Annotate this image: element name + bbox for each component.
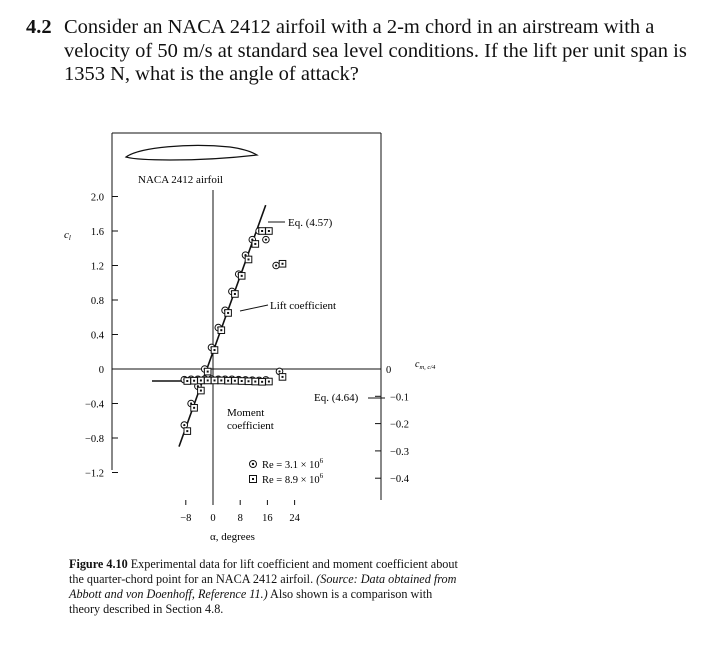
left-tick-label: −1.2 — [84, 468, 104, 480]
data-point-square-dot — [220, 329, 222, 331]
legend-entry-re-8-9: $Re = 8.9 \times 10^6$ — [262, 472, 324, 486]
data-point-square-dot — [261, 230, 263, 232]
data-point-square-dot — [254, 243, 256, 245]
data-point-square-dot — [186, 430, 188, 432]
left-tick-label: 0.8 — [90, 296, 104, 307]
data-point-square-dot — [227, 312, 229, 314]
data-point-square-dot — [220, 379, 222, 381]
x-tick-label: 8 — [237, 513, 243, 524]
caption-text-2: Also shown is a comparison with theory described in Section 4.8. — [69, 587, 433, 616]
data-point-circle-dot — [265, 239, 267, 241]
problem-text: Consider an NACA 2412 airfoil with a 2-m chord in an airstream with a velocity of 50 m/s at standard sea level conditions. If the lift per unit span is 1353 N, what is the angle of attack? — [64, 16, 687, 85]
data-point-square-dot — [200, 390, 202, 392]
legend-entry-re-3-1: $Re = 3.1 \times 10^6$ — [262, 457, 324, 471]
data-point-square-dot — [214, 379, 216, 381]
right-tick-label: −0.2 — [390, 419, 410, 431]
x-tick-label: 24 — [289, 513, 300, 524]
data-point-circle-dot — [278, 370, 280, 372]
x-tick-label: 0 — [210, 513, 216, 524]
problem-number: 4.2 — [26, 16, 52, 38]
lift-label-leader — [240, 305, 268, 311]
data-point-square-dot — [248, 258, 250, 260]
data-point-square-dot — [214, 349, 216, 351]
data-point-square-dot — [207, 379, 209, 381]
x-tick-label: 16 — [262, 513, 273, 524]
data-markers — [181, 228, 286, 435]
data-point-square-dot — [268, 381, 270, 383]
data-point-square-dot — [234, 293, 236, 295]
right-tick-label: −0.3 — [390, 446, 410, 458]
airfoil-label: NACA 2412 airfoil — [138, 174, 223, 186]
caption-text-1: Experimental data for lift coefficient and moment coefficient about the quarter-chord point for an NACA 2412 airfoil. — [69, 557, 458, 586]
data-point-square-dot — [200, 379, 202, 381]
cl-axis-label: cl — [64, 229, 71, 242]
left-tick-label: 1.6 — [90, 227, 104, 238]
data-point-square-dot — [227, 380, 229, 382]
data-point-square-dot — [254, 381, 256, 383]
lift-coefficient-label: Lift coefficient — [270, 300, 337, 312]
left-axis-ticks — [85, 193, 118, 480]
plot-frame — [112, 133, 381, 500]
left-tick-label: −0.4 — [84, 399, 104, 411]
data-point-square-dot — [193, 407, 195, 409]
eq-lift-label: Eq. (4.57) — [288, 217, 333, 229]
figure-caption — [69, 557, 459, 617]
left-tick-label: 2.0 — [90, 192, 104, 204]
data-point-square-dot — [241, 275, 243, 277]
legend-square-dot — [252, 478, 254, 480]
right-tick-label: 0 — [386, 365, 392, 376]
caption-label: Figure 4.10 — [69, 557, 128, 571]
caption-source: (Source: Data obtained from Abbott and von Doenhoff, Reference 11.) — [69, 572, 457, 601]
right-tick-label: −0.1 — [390, 392, 410, 404]
data-point-circle-dot — [275, 264, 277, 266]
data-point-square-dot — [282, 263, 284, 265]
x-axis-ticks — [180, 500, 300, 524]
data-point-square-dot — [282, 376, 284, 378]
data-point-square-dot — [248, 380, 250, 382]
legend-circle-dot — [252, 463, 254, 465]
data-point-square-dot — [193, 380, 195, 382]
data-point-circle-dot — [183, 424, 185, 426]
left-tick-label: −0.8 — [84, 434, 104, 445]
left-tick-label: 0 — [98, 365, 104, 376]
eq-moment-label: Eq. (4.64) — [314, 392, 359, 404]
airfoil-shape — [126, 145, 257, 160]
moment-label-line1: Moment — [227, 407, 265, 419]
x-tick-label: −8 — [180, 513, 192, 524]
data-point-square-dot — [241, 380, 243, 382]
right-axis-ticks — [375, 365, 410, 485]
cm-axis-label: $c_{m, c/4}$ — [415, 359, 436, 371]
left-tick-label: 0.4 — [90, 330, 104, 342]
moment-label-line2: coefficient — [227, 420, 274, 432]
data-point-square-dot — [268, 230, 270, 232]
x-axis-label: α, degrees — [210, 531, 255, 543]
legend — [250, 457, 324, 486]
data-point-square-dot — [207, 371, 209, 373]
data-point-square-dot — [261, 381, 263, 383]
data-point-square-dot — [234, 380, 236, 382]
data-point-square-dot — [186, 380, 188, 382]
right-tick-label: −0.4 — [390, 474, 410, 486]
left-tick-label: 1.2 — [90, 261, 104, 273]
